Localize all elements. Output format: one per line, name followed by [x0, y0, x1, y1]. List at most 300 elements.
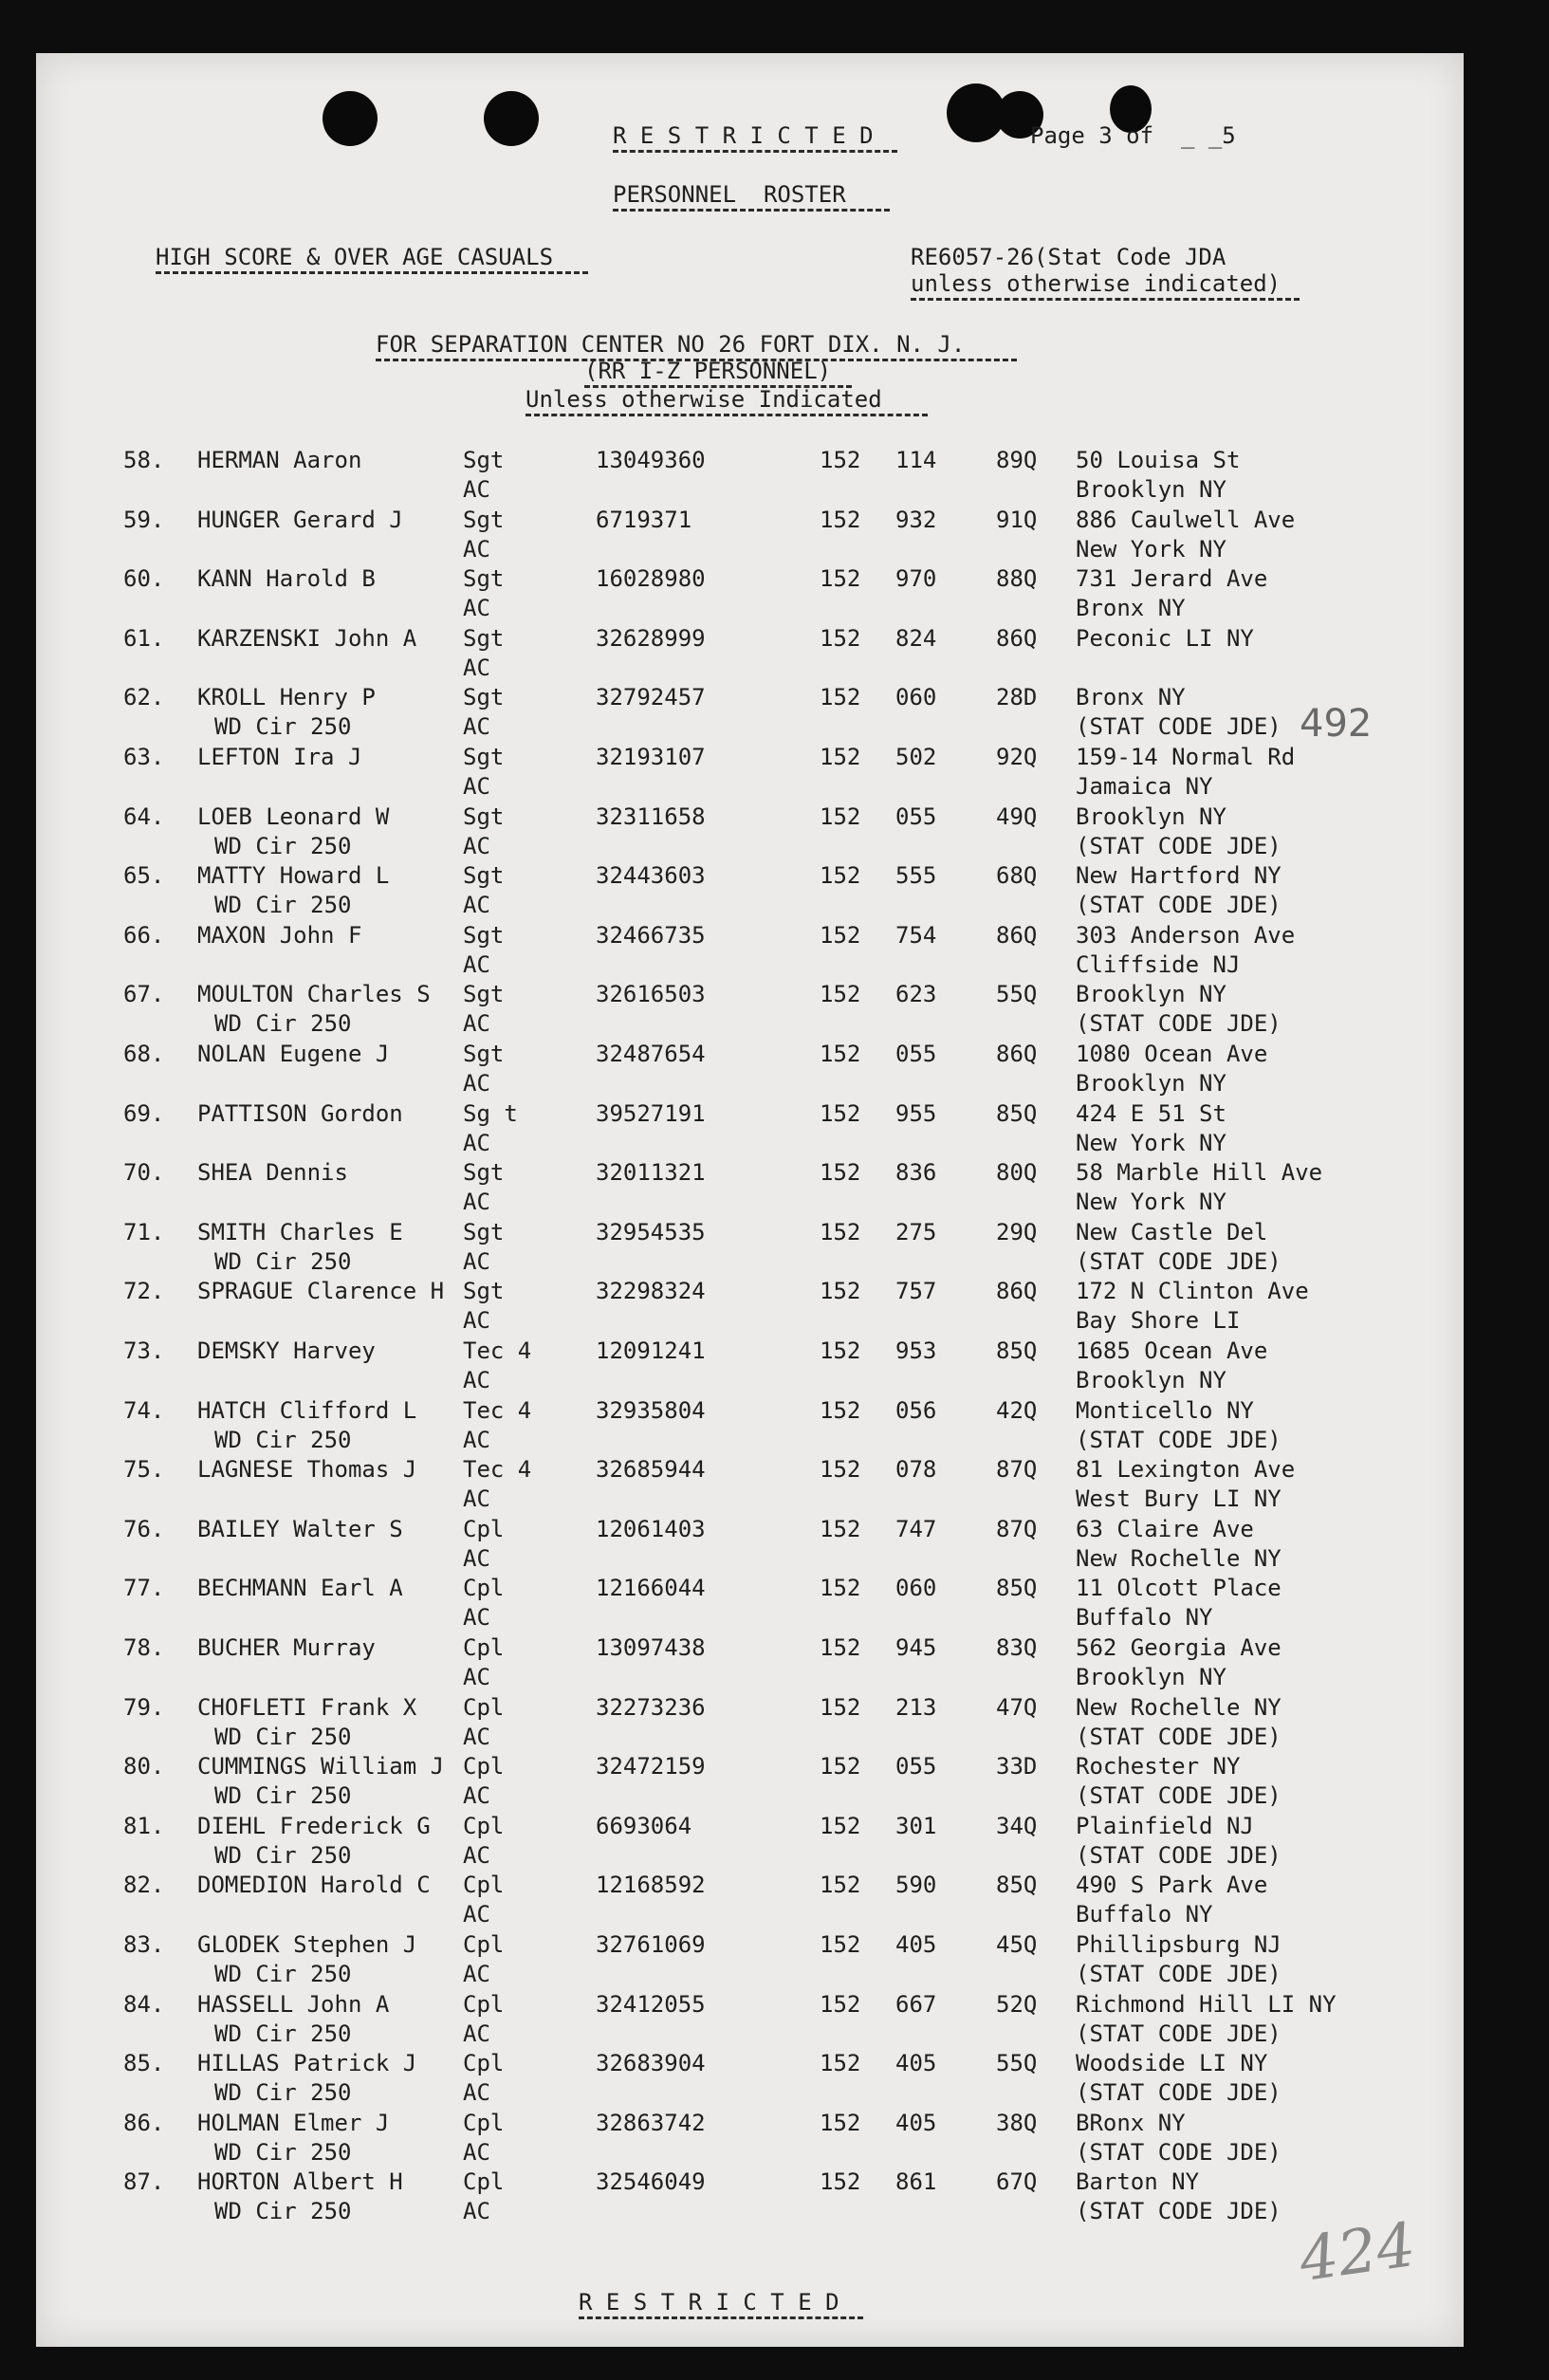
address-line-2: Buffalo NY — [1076, 1901, 1213, 1928]
soldier-name: BAILEY Walter S — [197, 1515, 403, 1542]
address-line-1: 159-14 Normal Rd — [1076, 744, 1296, 770]
code-a: 152 — [820, 1456, 861, 1484]
roster-row — [0, 1277, 1549, 1336]
serial-number: 32628999 — [596, 624, 706, 652]
rank: Cpl — [463, 2109, 505, 2136]
serial-number: 32193107 — [596, 744, 706, 770]
code-b: 824 — [895, 624, 937, 652]
rank: Cpl — [463, 1812, 505, 1839]
code-a: 152 — [820, 1575, 861, 1602]
address-line-2: (STAT CODE JDE) — [1076, 832, 1282, 859]
serial-number: 32616503 — [596, 981, 706, 1008]
address-line-2: (STAT CODE JDE) — [1076, 1841, 1282, 1869]
code-b: 955 — [895, 1099, 937, 1127]
code-b: 405 — [895, 1931, 937, 1958]
soldier-name: CUMMINGS William J — [197, 1753, 445, 1780]
classification-top: R E S T R I C T E D — [613, 122, 874, 149]
address-line-2: Brooklyn NY — [1076, 1367, 1226, 1393]
code-b: 667 — [895, 1990, 937, 2018]
score-code: 34Q — [996, 1812, 1038, 1839]
score-code: 55Q — [996, 2050, 1038, 2077]
arm-of-service: AC — [463, 2079, 490, 2107]
row-number: 67. — [123, 981, 165, 1008]
address-line-1: 886 Caulwell Ave — [1076, 506, 1296, 533]
roster-row — [0, 921, 1549, 980]
score-code: 29Q — [996, 1218, 1038, 1245]
row-number: 69. — [123, 1099, 165, 1127]
address-line-2: Bronx NY — [1076, 595, 1186, 622]
code-a: 152 — [820, 1812, 861, 1839]
roster-row — [0, 1455, 1549, 1514]
score-code: 42Q — [996, 1396, 1038, 1424]
address-line-2: New York NY — [1076, 1129, 1226, 1156]
roster-row — [0, 1515, 1549, 1574]
address-line-2: (STAT CODE JDE) — [1076, 892, 1282, 919]
row-number: 86. — [123, 2109, 165, 2136]
soldier-name: HORTON Albert H — [197, 2168, 403, 2196]
separation-center: FOR SEPARATION CENTER NO 26 FORT DIX. N. J. — [376, 331, 966, 358]
serial-number: 32685944 — [596, 1456, 706, 1484]
score-code: 87Q — [996, 1515, 1038, 1542]
rank: Sgt — [463, 803, 505, 830]
rank: Sgt — [463, 506, 505, 533]
score-code: 86Q — [996, 1041, 1038, 1067]
authority-note: WD Cir 250 — [214, 832, 352, 859]
roster-row — [0, 1337, 1549, 1395]
score-code: 91Q — [996, 506, 1038, 533]
score-code: 47Q — [996, 1693, 1038, 1721]
address-line-1: 1080 Ocean Ave — [1076, 1041, 1268, 1067]
page-label: Page 3 of _ _5 — [1030, 122, 1236, 149]
code-b: 055 — [895, 803, 937, 830]
authority-note: WD Cir 250 — [214, 1782, 352, 1810]
serial-number: 39527191 — [596, 1099, 706, 1127]
roster-row — [0, 564, 1549, 623]
arm-of-service: AC — [463, 595, 490, 622]
row-number: 68. — [123, 1041, 165, 1067]
stamp-number: 492 — [1300, 702, 1373, 746]
address-line-2: Brooklyn NY — [1076, 1664, 1226, 1690]
code-a: 152 — [820, 1931, 861, 1958]
arm-of-service: AC — [463, 535, 490, 563]
score-code: 87Q — [996, 1456, 1038, 1484]
code-b: 932 — [895, 506, 937, 533]
roster-row — [0, 1871, 1549, 1929]
row-number: 76. — [123, 1515, 165, 1542]
address-line-1: 81 Lexington Ave — [1076, 1456, 1296, 1484]
code-b: 060 — [895, 684, 937, 711]
code-b: 502 — [895, 744, 937, 770]
authority-note: WD Cir 250 — [214, 1961, 352, 1987]
serial-number: 32863742 — [596, 2109, 706, 2136]
roster-row — [0, 2109, 1549, 2168]
row-number: 74. — [123, 1396, 165, 1424]
arm-of-service: AC — [463, 1782, 490, 1810]
personnel-group: (RR I-Z PERSONNEL) — [584, 358, 832, 384]
arm-of-service: AC — [463, 892, 490, 919]
arm-of-service: AC — [463, 1961, 490, 1987]
code-b: 056 — [895, 1396, 937, 1424]
code-a: 152 — [820, 624, 861, 652]
address-line-2: Brooklyn NY — [1076, 476, 1226, 503]
score-code: 33D — [996, 1753, 1038, 1780]
authority-note: WD Cir 250 — [214, 2079, 352, 2107]
code-a: 152 — [820, 565, 861, 593]
punch-hole-center — [484, 91, 539, 146]
rank: Cpl — [463, 2168, 505, 2196]
address-line-2: New York NY — [1076, 535, 1226, 563]
address-line-2: (STAT CODE JDE) — [1076, 2020, 1282, 2047]
score-code: 28D — [996, 684, 1038, 711]
address-line-2: Brooklyn NY — [1076, 1070, 1226, 1097]
row-number: 71. — [123, 1218, 165, 1245]
code-b: 590 — [895, 1872, 937, 1899]
soldier-name: KROLL Henry P — [197, 684, 376, 711]
unless-indicated-underline — [526, 414, 928, 416]
address-line-1: 490 S Park Ave — [1076, 1872, 1268, 1899]
roster-row — [0, 2049, 1549, 2108]
code-a: 152 — [820, 1634, 861, 1661]
code-a: 152 — [820, 1693, 861, 1721]
arm-of-service: AC — [463, 1664, 490, 1690]
rank: Tec 4 — [463, 1456, 532, 1484]
roster-row — [0, 1218, 1549, 1277]
rank: Cpl — [463, 1753, 505, 1780]
score-code: 67Q — [996, 2168, 1038, 2196]
soldier-name: SMITH Charles E — [197, 1218, 403, 1245]
rank: Cpl — [463, 1515, 505, 1542]
code-a: 152 — [820, 744, 861, 770]
address-line-1: 731 Jerard Ave — [1076, 565, 1268, 593]
arm-of-service: AC — [463, 2138, 490, 2166]
address-line-2: West Bury LI NY — [1076, 1485, 1282, 1513]
roster-row — [0, 1158, 1549, 1217]
code-a: 152 — [820, 1990, 861, 2018]
serial-number: 32935804 — [596, 1396, 706, 1424]
roster-row — [0, 2168, 1549, 2226]
authority-note: WD Cir 250 — [214, 713, 352, 741]
rank: Sgt — [463, 921, 505, 949]
address-line-2: (STAT CODE JDE) — [1076, 2138, 1282, 2166]
soldier-name: MOULTON Charles S — [197, 981, 431, 1008]
authority-note: WD Cir 250 — [214, 1841, 352, 1869]
address-line-1: Phillipsburg NJ — [1076, 1931, 1282, 1958]
arm-of-service: AC — [463, 1544, 490, 1572]
address-line-1: 11 Olcott Place — [1076, 1575, 1282, 1602]
authority-note: WD Cir 250 — [214, 1010, 352, 1038]
handwritten-number: 424 — [1295, 2209, 1420, 2297]
code-a: 152 — [820, 2168, 861, 2196]
serial-number: 32546049 — [596, 2168, 706, 2196]
code-b: 213 — [895, 1693, 937, 1721]
row-number: 82. — [123, 1872, 165, 1899]
roster-row — [0, 1099, 1549, 1158]
address-line-2: (STAT CODE JDE) — [1076, 1426, 1282, 1453]
code-b: 078 — [895, 1456, 937, 1484]
serial-number: 32412055 — [596, 1990, 706, 2018]
score-code: 45Q — [996, 1931, 1038, 1958]
soldier-name: CHOFLETI Frank X — [197, 1693, 417, 1721]
code-a: 152 — [820, 1338, 861, 1364]
authority-note: WD Cir 250 — [214, 2198, 352, 2225]
address-line-2: Buffalo NY — [1076, 1604, 1213, 1632]
code-a: 152 — [820, 1515, 861, 1542]
serial-number: 32683904 — [596, 2050, 706, 2077]
classification-top-underline — [613, 150, 897, 153]
score-code: 80Q — [996, 1159, 1038, 1187]
address-line-1: 58 Marble Hill Ave — [1076, 1159, 1323, 1187]
soldier-name: HOLMAN Elmer J — [197, 2109, 390, 2136]
roster-row — [0, 743, 1549, 802]
row-number: 77. — [123, 1575, 165, 1602]
rank: Sgt — [463, 1041, 505, 1067]
arm-of-service: AC — [463, 950, 490, 978]
address-line-1: New Hartford NY — [1076, 862, 1282, 890]
address-line-2: Bay Shore LI — [1076, 1307, 1241, 1335]
score-code: 68Q — [996, 862, 1038, 890]
address-line-1: Bronx NY — [1076, 684, 1186, 711]
address-line-2: (STAT CODE JDE) — [1076, 2198, 1282, 2225]
arm-of-service: AC — [463, 1485, 490, 1513]
authority-note: WD Cir 250 — [214, 1723, 352, 1750]
soldier-name: PATTISON Gordon — [197, 1099, 403, 1127]
soldier-name: HILLAS Patrick J — [197, 2050, 417, 2077]
soldier-name: KANN Harold B — [197, 565, 376, 593]
classification-bottom: R E S T R I C T E D — [579, 2289, 839, 2315]
arm-of-service: AC — [463, 713, 490, 741]
code-a: 152 — [820, 981, 861, 1008]
serial-number: 32298324 — [596, 1278, 706, 1305]
score-code: 49Q — [996, 803, 1038, 830]
rank: Cpl — [463, 1872, 505, 1899]
rank: Cpl — [463, 1575, 505, 1602]
row-number: 61. — [123, 624, 165, 652]
order-line-1: RE6057-26(Stat Code JDA — [911, 244, 1226, 270]
serial-number: 32011321 — [596, 1159, 706, 1187]
code-a: 152 — [820, 1218, 861, 1245]
soldier-name: LOEB Leonard W — [197, 803, 390, 830]
soldier-name: LAGNESE Thomas J — [197, 1456, 417, 1484]
arm-of-service: AC — [463, 1070, 490, 1097]
address-line-1: Brooklyn NY — [1076, 981, 1226, 1008]
punch-hole-left — [323, 91, 378, 146]
serial-number: 32273236 — [596, 1693, 706, 1721]
rank: Cpl — [463, 2050, 505, 2077]
row-number: 87. — [123, 2168, 165, 2196]
row-number: 73. — [123, 1338, 165, 1364]
soldier-name: KARZENSKI John A — [197, 624, 417, 652]
rank: Sgt — [463, 447, 505, 473]
code-b: 623 — [895, 981, 937, 1008]
row-number: 65. — [123, 862, 165, 890]
code-b: 953 — [895, 1338, 937, 1364]
code-b: 555 — [895, 862, 937, 890]
code-b: 055 — [895, 1041, 937, 1067]
group-label-underline — [156, 271, 588, 274]
address-line-2: New York NY — [1076, 1189, 1226, 1216]
code-b: 060 — [895, 1575, 937, 1602]
roster-row — [0, 624, 1549, 683]
address-line-1: 1685 Ocean Ave — [1076, 1338, 1268, 1364]
row-number: 58. — [123, 447, 165, 473]
order-line-2: unless otherwise indicated) — [911, 270, 1282, 297]
order-underline — [911, 298, 1300, 301]
score-code: 86Q — [996, 1278, 1038, 1305]
soldier-name: LEFTON Ira J — [197, 744, 362, 770]
address-line-1: Peconic LI NY — [1076, 624, 1254, 652]
serial-number: 32761069 — [596, 1931, 706, 1958]
address-line-1: 562 Georgia Ave — [1076, 1634, 1282, 1661]
address-line-1: Rochester NY — [1076, 1753, 1241, 1780]
code-b: 747 — [895, 1515, 937, 1542]
serial-number: 12166044 — [596, 1575, 706, 1602]
rank: Sgt — [463, 624, 505, 652]
code-b: 836 — [895, 1159, 937, 1187]
soldier-name: DOMEDION Harold C — [197, 1872, 431, 1899]
rank: Tec 4 — [463, 1338, 532, 1364]
address-line-2: (STAT CODE JDE) — [1076, 1723, 1282, 1750]
row-number: 59. — [123, 506, 165, 533]
arm-of-service: AC — [463, 1723, 490, 1750]
row-number: 63. — [123, 744, 165, 770]
code-b: 754 — [895, 921, 937, 949]
address-line-1: 303 Anderson Ave — [1076, 921, 1296, 949]
roster-row — [0, 1930, 1549, 1989]
rank: Sgt — [463, 981, 505, 1008]
classification-bottom-underline — [579, 2316, 863, 2319]
roster-row — [0, 1693, 1549, 1752]
authority-note: WD Cir 250 — [214, 2138, 352, 2166]
code-a: 152 — [820, 862, 861, 890]
code-b: 055 — [895, 1753, 937, 1780]
score-code: 52Q — [996, 1990, 1038, 2018]
code-a: 152 — [820, 1041, 861, 1067]
soldier-name: MAXON John F — [197, 921, 362, 949]
rank: Sgt — [463, 1278, 505, 1305]
rank: Tec 4 — [463, 1396, 532, 1424]
serial-number: 32466735 — [596, 921, 706, 949]
address-line-1: 424 E 51 St — [1076, 1099, 1226, 1127]
row-number: 72. — [123, 1278, 165, 1305]
row-number: 66. — [123, 921, 165, 949]
code-a: 152 — [820, 1396, 861, 1424]
rank: Sgt — [463, 744, 505, 770]
serial-number: 12061403 — [596, 1515, 706, 1542]
roster-row — [0, 1574, 1549, 1633]
soldier-name: NOLAN Eugene J — [197, 1041, 390, 1067]
arm-of-service: AC — [463, 2198, 490, 2225]
row-number: 75. — [123, 1456, 165, 1484]
arm-of-service: AC — [463, 773, 490, 800]
address-line-1: 50 Louisa St — [1076, 447, 1241, 473]
arm-of-service: AC — [463, 2020, 490, 2047]
address-line-2: Cliffside NJ — [1076, 950, 1241, 978]
code-a: 152 — [820, 506, 861, 533]
code-b: 405 — [895, 2109, 937, 2136]
soldier-name: SHEA Dennis — [197, 1159, 348, 1187]
score-code: 89Q — [996, 447, 1038, 473]
code-b: 405 — [895, 2050, 937, 2077]
address-line-1: Monticello NY — [1076, 1396, 1254, 1424]
code-a: 152 — [820, 1278, 861, 1305]
code-b: 757 — [895, 1278, 937, 1305]
address-line-1: Richmond Hill LI NY — [1076, 1990, 1337, 2018]
arm-of-service: AC — [463, 1367, 490, 1393]
score-code: 92Q — [996, 744, 1038, 770]
score-code: 85Q — [996, 1575, 1038, 1602]
code-a: 152 — [820, 921, 861, 949]
address-line-1: New Castle Del — [1076, 1218, 1268, 1245]
score-code: 38Q — [996, 2109, 1038, 2136]
score-code: 88Q — [996, 565, 1038, 593]
row-number: 84. — [123, 1990, 165, 2018]
address-line-2: (STAT CODE JDE) — [1076, 2079, 1282, 2107]
address-line-2: (STAT CODE JDE) — [1076, 1010, 1282, 1038]
serial-number: 6719371 — [596, 506, 692, 533]
rank: Cpl — [463, 1990, 505, 2018]
roster-row — [0, 1633, 1549, 1692]
address-line-1: Plainfield NJ — [1076, 1812, 1254, 1839]
serial-number: 32472159 — [596, 1753, 706, 1780]
authority-note: WD Cir 250 — [214, 1247, 352, 1275]
address-line-1: 63 Claire Ave — [1076, 1515, 1254, 1542]
code-a: 152 — [820, 684, 861, 711]
score-code: 85Q — [996, 1872, 1038, 1899]
serial-number: 32792457 — [596, 684, 706, 711]
soldier-name: HATCH Clifford L — [197, 1396, 417, 1424]
serial-number: 13097438 — [596, 1634, 706, 1661]
row-number: 83. — [123, 1931, 165, 1958]
roster-row — [0, 1812, 1549, 1871]
roster-row — [0, 1752, 1549, 1811]
roster-title-underline — [613, 209, 890, 212]
arm-of-service: AC — [463, 1426, 490, 1453]
row-number: 81. — [123, 1812, 165, 1839]
unless-indicated: Unless otherwise Indicated — [526, 386, 882, 413]
arm-of-service: AC — [463, 1307, 490, 1335]
soldier-name: GLODEK Stephen J — [197, 1931, 417, 1958]
roster-row — [0, 803, 1549, 861]
serial-number: 13049360 — [596, 447, 706, 473]
roster-row — [0, 861, 1549, 920]
score-code: 83Q — [996, 1634, 1038, 1661]
address-line-2: (STAT CODE JDE) — [1076, 1247, 1282, 1275]
arm-of-service: AC — [463, 1604, 490, 1632]
soldier-name: HUNGER Gerard J — [197, 506, 403, 533]
roster-row — [0, 1396, 1549, 1455]
arm-of-service: AC — [463, 1010, 490, 1038]
group-label: HIGH SCORE & OVER AGE CASUALS — [156, 244, 554, 270]
address-line-1: Woodside LI NY — [1076, 2050, 1268, 2077]
row-number: 64. — [123, 803, 165, 830]
arm-of-service: AC — [463, 476, 490, 503]
arm-of-service: AC — [463, 832, 490, 859]
serial-number: 32443603 — [596, 862, 706, 890]
score-code: 55Q — [996, 981, 1038, 1008]
rank: Cpl — [463, 1693, 505, 1721]
code-a: 152 — [820, 447, 861, 473]
address-line-2: (STAT CODE JDE) — [1076, 713, 1282, 741]
arm-of-service: AC — [463, 654, 490, 681]
roster-row — [0, 506, 1549, 564]
soldier-name: SPRAGUE Clarence H — [197, 1278, 445, 1305]
soldier-name: HASSELL John A — [197, 1990, 390, 2018]
address-line-1: Brooklyn NY — [1076, 803, 1226, 830]
arm-of-service: AC — [463, 1189, 490, 1216]
address-line-1: Barton NY — [1076, 2168, 1200, 2196]
code-b: 301 — [895, 1812, 937, 1839]
arm-of-service: AC — [463, 1247, 490, 1275]
